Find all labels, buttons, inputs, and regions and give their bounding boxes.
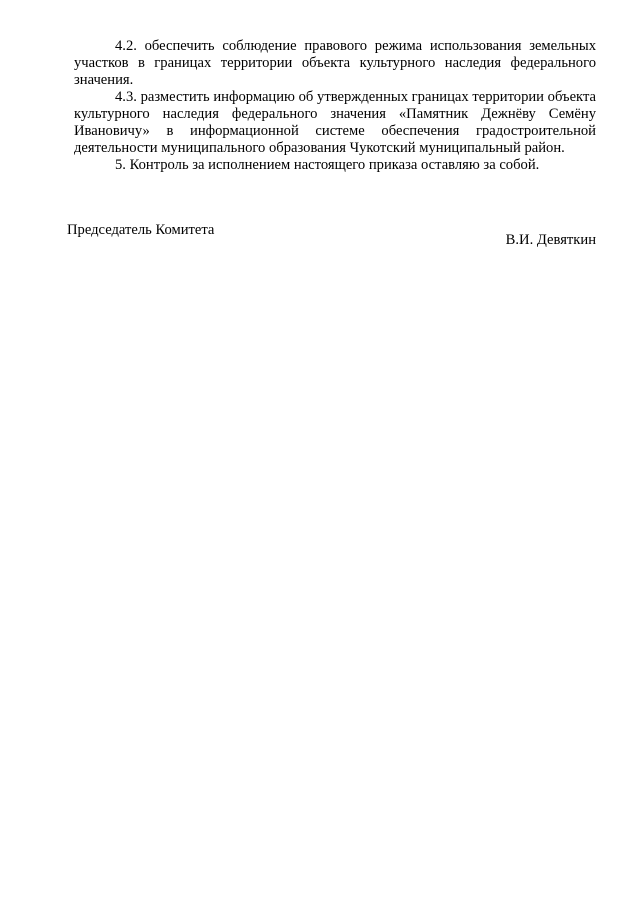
signatory-name: В.И. Девяткин — [505, 232, 596, 248]
paragraph-4-3: 4.3. разместить информацию об утвержденных границах территории объекта культурного наследия федерального значения «Памятник Дежнёву Семёну Ивановичу» в информационной системе обеспечения градостроительной деятельности муниципального образования Чукотский муниципальный район. — [74, 89, 596, 156]
signatory-position: Председатель Комитета — [67, 222, 215, 238]
paragraph-5: 5. Контроль за исполнением настоящего приказа оставляю за собой. — [115, 157, 540, 173]
paragraph-4-2: 4.2. обеспечить соблюдение правового режима использования земельных участков в границах территории объекта культурного наследия федерального значения. — [74, 38, 596, 88]
document-body — [74, 38, 596, 174]
